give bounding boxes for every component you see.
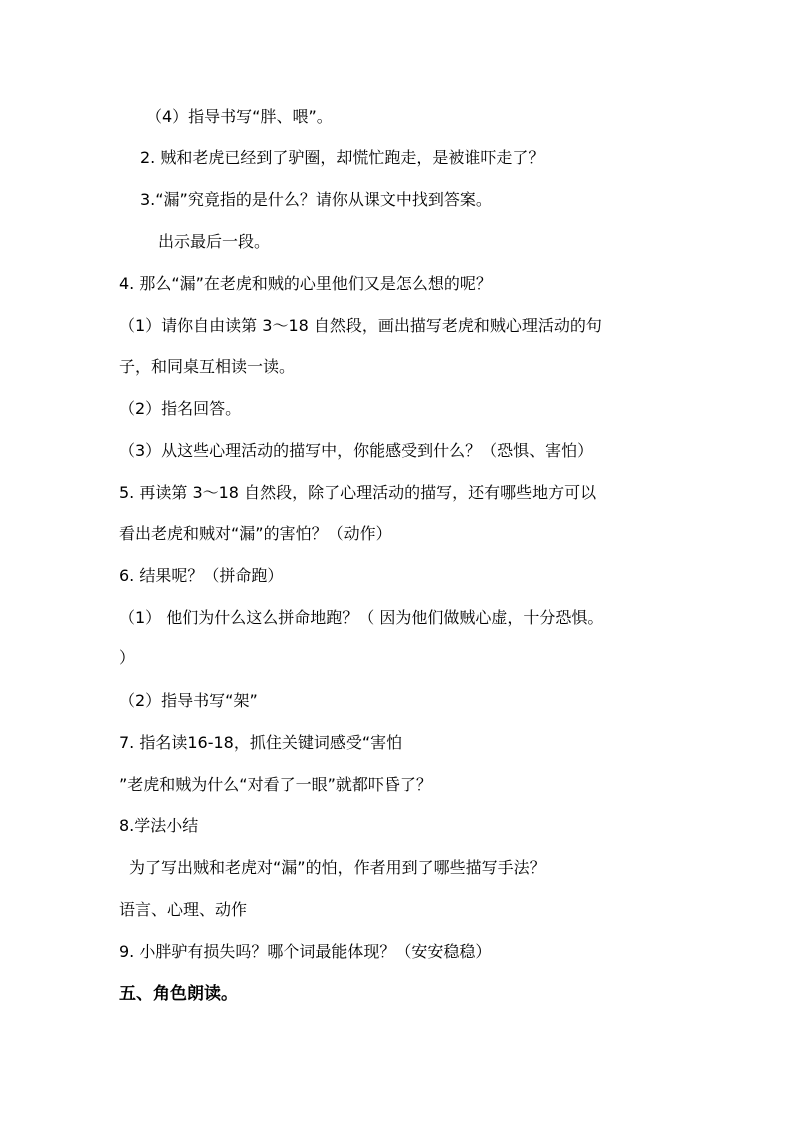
text-line-q4-sub3: （3）从这些心理活动的描写中，你能感受到什么？（恐惧、害怕） <box>119 441 594 460</box>
text-line-q8: 8.学法小结 <box>119 816 199 835</box>
text-line-q5: 5. 再读第 3～18 自然段，除了心理活动的描写，还有哪些地方可以 <box>119 483 597 502</box>
text-line-q5-cont: 看出老虎和贼对“漏”的害怕？（动作） <box>119 524 392 543</box>
text-line-q4: 4. 那么“漏”在老虎和贼的心里他们又是怎么想的呢？ <box>119 274 492 293</box>
text-line-guide-writing-1: （4）指导书写“胖、喂”。 <box>146 107 333 126</box>
text-line-q4-sub2: （2）指名回答。 <box>119 399 242 418</box>
text-line-q6-sub1: （1） 他们为什么这么拼命地跑？（ 因为他们做贼心虚，十分恐惧。 <box>119 608 604 627</box>
text-line-q6-sub2: （2）指导书写“架” <box>119 691 258 710</box>
text-line-q8-body: 为了写出贼和老虎对“漏”的怕，作者用到了哪些描写手法？ <box>129 858 546 877</box>
text-line-q7-cont: ”老虎和贼为什么“对看了一眼”就都吓昏了？ <box>119 775 432 794</box>
text-line-q7: 7. 指名读16-18，抓住关键词感受“害怕 <box>119 733 403 752</box>
text-line-q2: 2. 贼和老虎已经到了驴圈，却慌忙跑走，是被谁吓走了？ <box>140 148 545 167</box>
text-line-q4-sub1: （1）请你自由读第 3～18 自然段，画出描写老虎和贼心理活动的句 <box>119 316 602 335</box>
text-line-q3: 3.“漏”究竟指的是什么？请你从课文中找到答案。 <box>140 190 492 209</box>
text-line-q4-sub1-cont: 子，和同桌互相读一读。 <box>119 357 296 376</box>
text-line-q8-answer: 语言、心理、动作 <box>119 900 248 919</box>
text-line-q9: 9. 小胖驴有损失吗？哪个词最能体现？（安安稳稳） <box>119 942 492 961</box>
section-heading-role-reading: 五、角色朗读。 <box>119 984 238 1004</box>
text-line-q6: 6. 结果呢？（拼命跑） <box>119 566 284 585</box>
text-line-show-last-paragraph: 出示最后一段。 <box>158 232 271 251</box>
text-line-q6-sub1-cont: ） <box>119 648 136 667</box>
